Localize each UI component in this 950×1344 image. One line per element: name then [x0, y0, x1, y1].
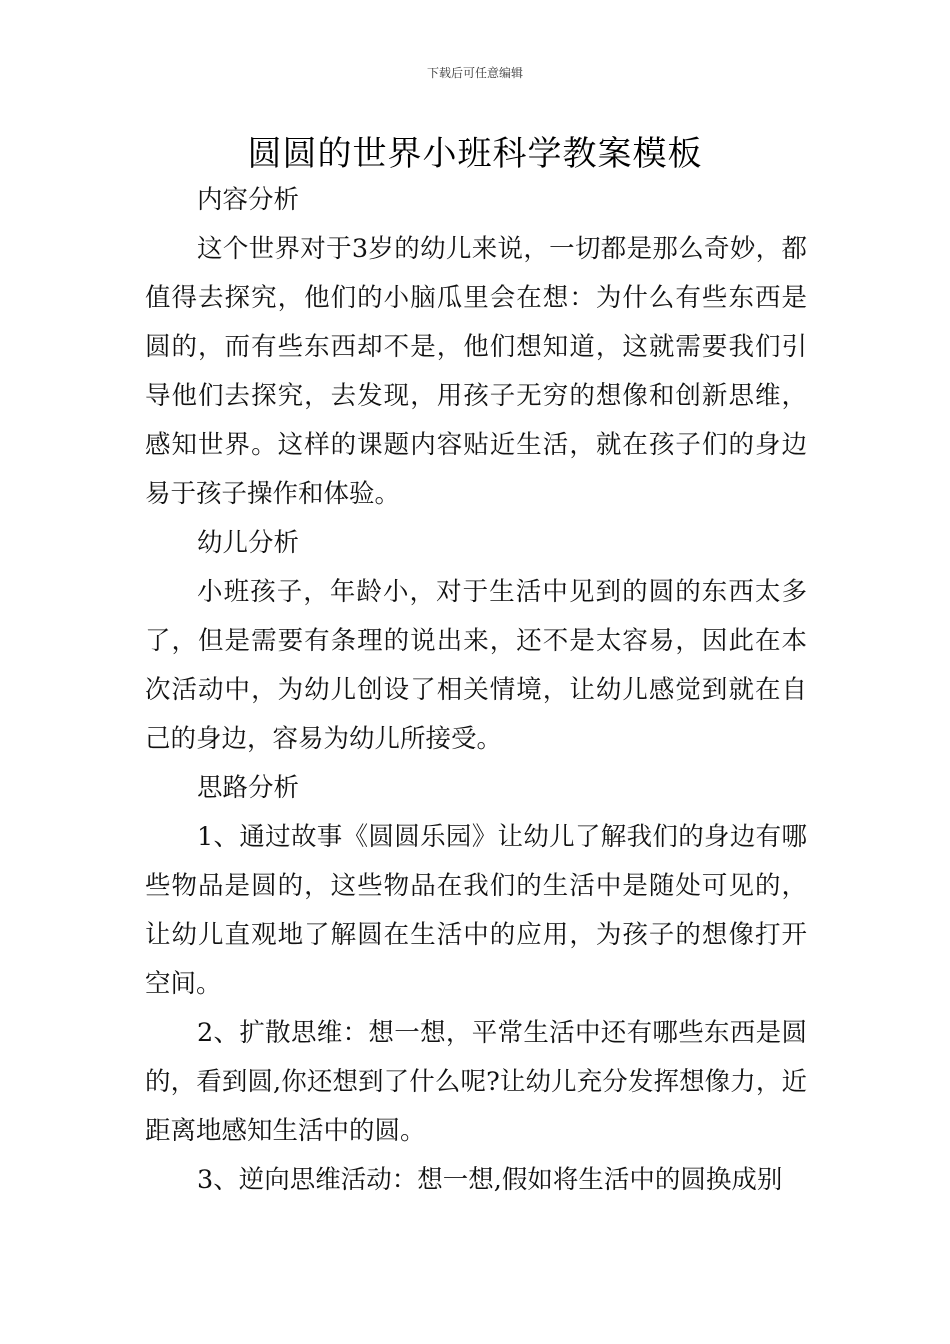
document-body	[145, 176, 807, 1205]
section-heading-children: 幼儿分析	[197, 528, 300, 558]
paragraph-approach-3: 3、逆向思维活动：想一想,假如将生活中的圆换成别	[197, 1165, 783, 1195]
document-title: 圆圆的世界小班科学教案模板	[247, 134, 703, 174]
paragraph-approach-1: 1、通过故事《圆圆乐园》让幼儿了解我们的身边有哪些物品是圆的，这些物品在我们的生活中是随处可见的，让幼儿直观地了解圆在生活中的应用，为孩子的想像打开空间。	[145, 822, 807, 999]
section-heading-content: 内容分析	[197, 185, 300, 215]
section-heading-approach: 思路分析	[197, 773, 300, 803]
paragraph-children-analysis: 小班孩子，年龄小，对于生活中见到的圆的东西太多了，但是需要有条理的说出来，还不是太容易，因此在本次活动中，为幼儿创设了相关情境，让幼儿感觉到就在自己的身边，容易为幼儿所接受。	[145, 577, 807, 754]
paragraph-content-analysis: 这个世界对于3岁的幼儿来说，一切都是那么奇妙，都值得去探究，他们的小脑瓜里会在想：为什么有些东西是圆的，而有些东西却不是，他们想知道，这就需要我们引导他们去探究，去发现，用孩子无穷的想像和创新思维，感知世界。这样的课题内容贴近生活，就在孩子们的身边易于孩子操作和体验。	[145, 234, 807, 509]
header-note: 下载后可任意编辑	[426, 66, 523, 80]
paragraph-approach-2: 2、扩散思维：想一想，平常生活中还有哪些东西是圆的，看到圆,你还想到了什么呢?让幼儿充分发挥想像力，近距离地感知生活中的圆。	[145, 1018, 807, 1146]
